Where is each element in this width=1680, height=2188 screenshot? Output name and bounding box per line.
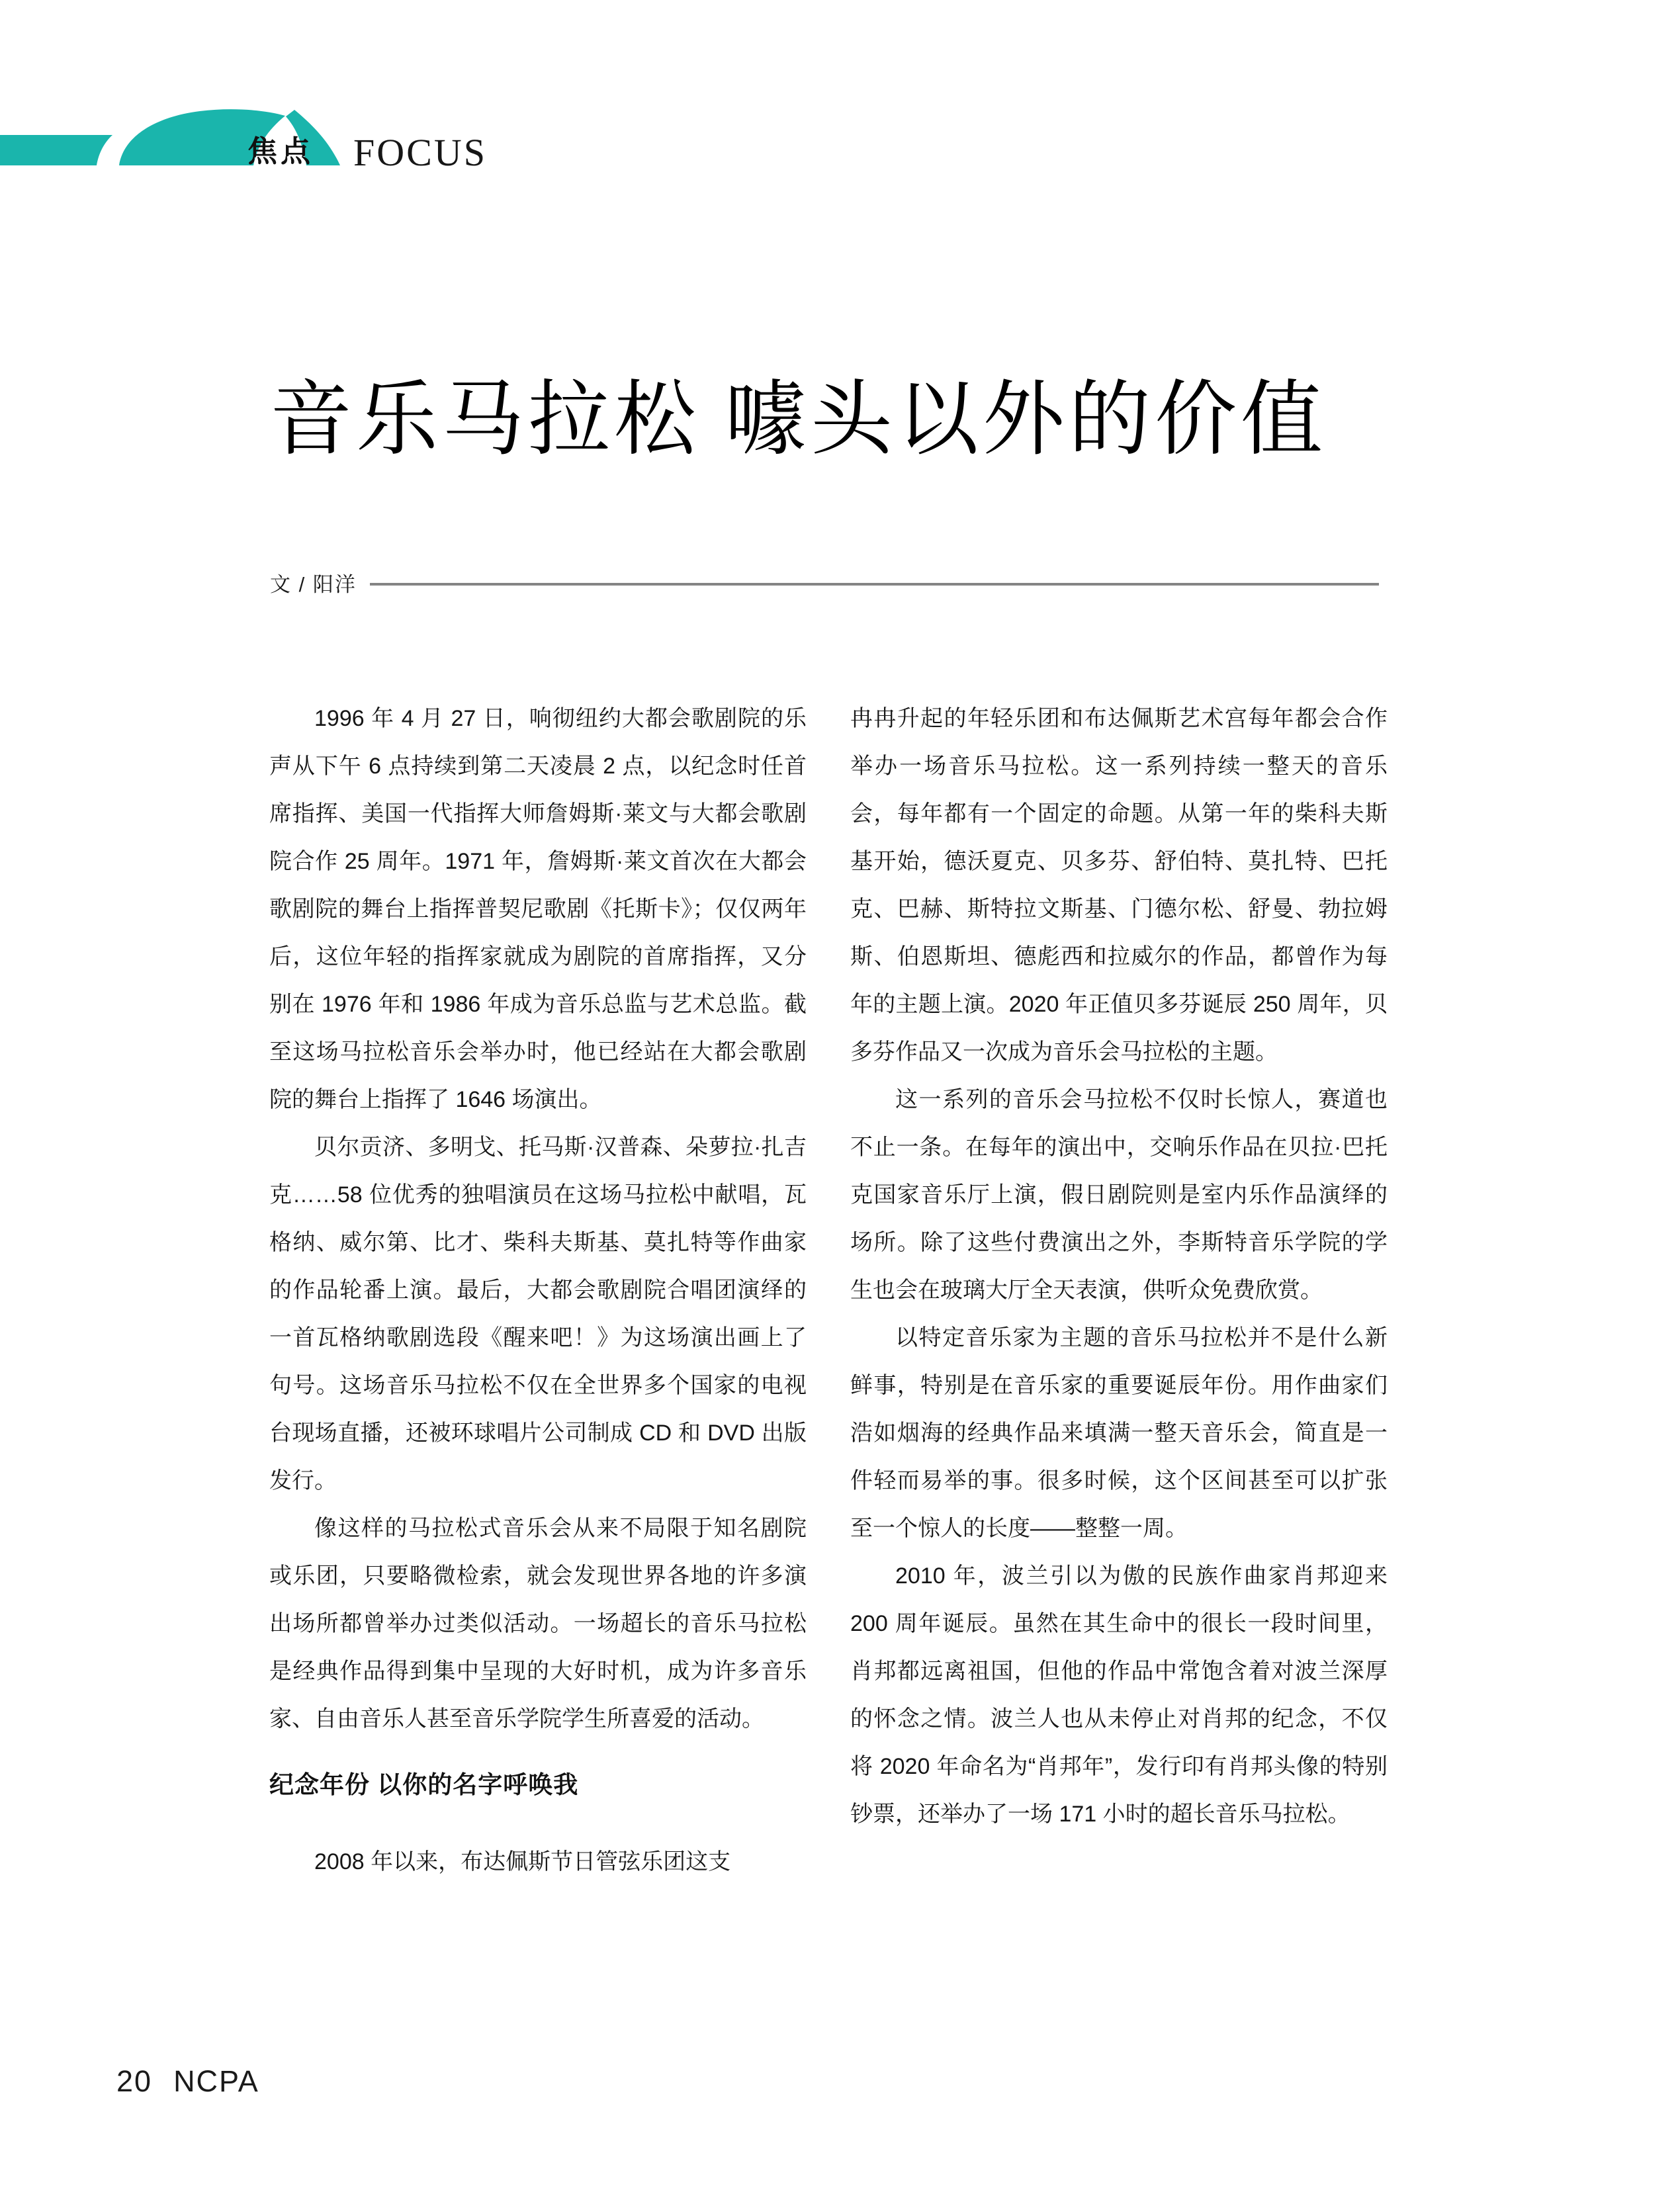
body-paragraph: 2008 年以来，布达佩斯节日管弦乐团这支 — [314, 1849, 731, 1874]
body-paragraph: 以特定音乐家为主题的音乐马拉松并不是什么新鲜事，特别是在音乐家的重要诞辰年份。用作曲家们浩如烟海的经典作品来填满一整天音乐会，简直是一件轻而易举的事。很多时候，这个区间甚至可以扩张至一个惊人的长度——整整一周。 — [850, 1325, 1388, 1541]
body-paragraph: 冉冉升起的年轻乐团和布达佩斯艺术宫每年都会合作举办一场音乐马拉松。这一系列持续一整天的音乐会，每年都有一个固定的命题。从第一年的柴科夫斯基开始，德沃夏克、贝多芬、舒伯特、莫扎特、巴托克、巴赫、斯特拉文斯基、门德尔松、舒曼、勃拉姆斯、伯恩斯坦、德彪西和拉威尔的作品，都曾作为每年的主题上演。2020 年正值贝多芬诞辰 250 周年，贝多芬作品又一次成为音乐会马拉松的主题。 — [850, 706, 1388, 1065]
byline: 文 / 阳洋 — [270, 573, 357, 596]
page-number: 20 — [116, 2064, 153, 2098]
body-paragraph: 这一系列的音乐会马拉松不仅时长惊人，赛道也不止一条。在每年的演出中，交响乐作品在贝拉·巴托克国家音乐厅上演，假日剧院则是室内乐作品演绎的场所。除了这些付费演出之外，李斯特音乐学院的学生也会在玻璃大厅全天表演，供听众免费欣赏。 — [850, 1087, 1388, 1303]
byline-row — [270, 568, 1379, 597]
magazine-name: NCPA — [173, 2064, 259, 2098]
page-footer — [116, 2064, 259, 2099]
section-label-en: FOCUS — [353, 131, 487, 174]
body-paragraph: 2010 年，波兰引以为傲的民族作曲家肖邦迎来 200 周年诞辰。虽然在其生命中的很长一段时间里，肖邦都远离祖国，但他的作品中常饱含着对波兰深厚的怀念之情。波兰人也从未停止对肖邦的纪念，不仅将 2020 年命名为“肖邦年”，发行印有肖邦头像的特别钞票，还举办了一场 171 小时的超长音乐马拉松。 — [850, 1563, 1388, 1827]
section-label-cn: 焦点 — [247, 134, 314, 168]
focus-swoosh-graphic — [0, 105, 490, 184]
focus-section-logo — [0, 105, 490, 184]
body-paragraph: 像这样的马拉松式音乐会从来不局限于知名剧院或乐团，只要略微检索，就会发现世界各地的许多演出场所都曾举办过类似活动。一场超长的音乐马拉松是经典作品得到集中呈现的大好时机，成为许多音乐家、自由音乐人甚至音乐学院学生所喜爱的活动。 — [269, 1516, 807, 1731]
logo-bar-shape — [0, 135, 112, 165]
column-right — [850, 695, 1388, 1838]
body-paragraph: 1996 年 4 月 27 日，响彻纽约大都会歌剧院的乐声从下午 6 点持续到第二天凌晨 2 点，以纪念时任首席指挥、美国一代指挥大师詹姆斯·莱文与大都会歌剧院合作 25 周年。1971 年，詹姆斯·莱文首次在大都会歌剧院的舞台上指挥普契尼歌剧《托斯卡》；仅仅两年后，这位年轻的指挥家就成为剧院的首席指挥，又分别在 1976 年和 1986 年成为音乐总监与艺术总监。截至这场马拉松音乐会举办时，他已经站在大都会歌剧院的舞台上指挥了 1646 场演出。 — [269, 706, 807, 1112]
section-heading: 纪念年份 以你的名字呼唤我 — [269, 1771, 579, 1798]
article-title: 音乐马拉松 噱头以外的价值 — [270, 374, 1327, 465]
body-paragraph: 贝尔贡济、多明戈、托马斯·汉普森、朵萝拉·扎吉克……58 位优秀的独唱演员在这场马拉松中献唱，瓦格纳、威尔第、比才、柴科夫斯基、莫扎特等作曲家的作品轮番上演。最后，大都会歌剧院合唱团演绎的一首瓦格纳歌剧选段《醒来吧！》为这场演出画上了句号。这场音乐马拉松不仅在全世界多个国家的电视台现场直播，还被环球唱片公司制成 CD 和 DVD 出版发行。 — [269, 1135, 807, 1493]
byline-rule — [370, 583, 1379, 586]
column-left — [269, 695, 807, 1886]
